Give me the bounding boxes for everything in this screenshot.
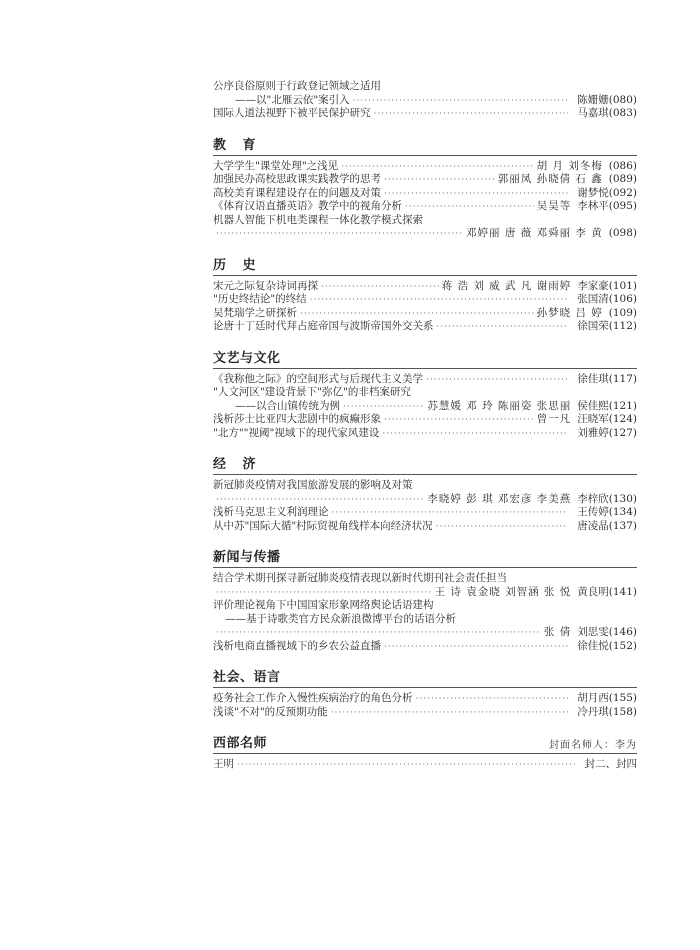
entry-title: 《我称他之际》的空间形式与后现代主义美学 (213, 372, 423, 385)
toc-line (213, 479, 637, 493)
entry-authors: 张 倩 (543, 626, 572, 638)
leader-dots (321, 281, 439, 295)
toc-line (213, 493, 637, 507)
entry-title: "人文河区"建设背景下"弥亿"的非档案研究 (213, 386, 411, 398)
leader-dots (216, 494, 424, 508)
entry-page: 徐国荣(112) (577, 320, 637, 332)
toc-line (213, 520, 637, 534)
leader-dots (216, 228, 463, 242)
entry-page: 马嘉琪(083) (577, 107, 637, 119)
entry-title: ——以合山镇传统为例 (235, 399, 340, 412)
entry-page: 徐佳悦(152) (577, 639, 637, 652)
entry-authors: 李晓婷 彭 琪 邓宏彦 李美燕 (427, 492, 572, 505)
toc-entry[interactable] (213, 160, 637, 174)
toc-entry[interactable] (213, 758, 637, 772)
leader-dots (216, 587, 432, 601)
toc-entry[interactable] (213, 599, 637, 640)
toc-line (213, 293, 637, 307)
toc-entry[interactable] (213, 80, 637, 107)
toc-line (213, 200, 637, 214)
entry-page: 刘雅婷(127) (577, 426, 637, 439)
section-title: 新闻与传播 (213, 550, 281, 565)
toc-line (213, 626, 637, 640)
toc-entry[interactable] (213, 479, 637, 506)
toc-section (213, 731, 637, 772)
toc-line (213, 506, 637, 520)
leader-dots (382, 428, 568, 442)
entry-authors: 王 诗 袁金晓 刘智涵 张 悦 (434, 585, 572, 598)
entry-title: 《体育汉语直播英语》教学中的视角分析 (213, 200, 402, 212)
toc-line (213, 586, 637, 600)
entry-authors: 邓婷丽 唐 薇 邓舜丽 李 黄 (466, 227, 603, 239)
entry-authors: 吴昊等 (536, 200, 572, 212)
toc-line (213, 613, 637, 627)
entry-page: 唐凌晶(137) (577, 519, 637, 532)
entry-title: ——基于诗歌类官方民众新浪微博平台的话语分析 (225, 612, 456, 625)
toc-entry[interactable] (213, 706, 637, 720)
entry-page: 侯佳熙(121) (577, 399, 637, 412)
toc-entry[interactable] (213, 187, 637, 201)
leader-dots (341, 161, 533, 175)
leader-dots (384, 641, 568, 655)
toc-line (213, 692, 637, 706)
toc-line (213, 386, 637, 400)
entry-title: 吴梵瑞学之研探析 (213, 306, 297, 319)
section-heading (213, 346, 637, 369)
entry-title: 浅析莎士比亚四大悲剧中的疯癫形象 (213, 413, 381, 425)
entry-page: 王传婷(134) (577, 506, 637, 518)
toc-entry[interactable] (213, 107, 637, 121)
entry-title: "历史终结论"的终结 (213, 293, 307, 305)
toc-line (213, 400, 637, 414)
toc-entry[interactable] (213, 640, 637, 654)
entry-title: 浅谈"不对"的反预期功能 (213, 705, 328, 718)
toc-entry[interactable] (213, 200, 637, 214)
leader-dots (437, 321, 569, 335)
leader-dots (237, 759, 576, 773)
section-title: 西部名师 (213, 736, 268, 751)
toc-line (213, 173, 637, 187)
toc-line (213, 280, 637, 294)
entry-authors: 曾一凡 (536, 413, 572, 425)
leader-dots (331, 707, 569, 721)
entry-title: 大学学生"课堂处理"之浅见 (213, 159, 339, 172)
toc-entry[interactable] (213, 413, 637, 427)
entry-page: 胡月西(155) (577, 692, 637, 704)
entry-page: 张国清(106) (577, 293, 637, 305)
section-note: 封面名师人：李为 (549, 740, 637, 751)
toc-entry[interactable] (213, 692, 637, 706)
section-title: 社会、语言 (213, 670, 281, 685)
entry-title: 浅析电商直播视域下的乡农公益直播 (213, 639, 381, 652)
toc-entry[interactable] (213, 506, 637, 520)
toc-line (213, 758, 637, 772)
toc-entry[interactable] (213, 293, 637, 307)
section-title: 历 史 (213, 257, 262, 273)
entry-title: 高校美育课程建设存在的问题及对策 (213, 186, 381, 199)
section-heading (213, 731, 637, 754)
section-title: 经 济 (213, 457, 262, 472)
entry-authors: 孙梦晓 吕 婷 (536, 306, 603, 319)
toc-line (213, 640, 637, 654)
toc-entry[interactable] (213, 373, 637, 387)
entry-page: (098) (608, 227, 637, 239)
section-title: 教 育 (213, 137, 262, 153)
toc-line (213, 706, 637, 720)
entry-title: 机器人智能下机电类课程一体化教学模式探索 (213, 213, 423, 226)
leader-dots (310, 294, 569, 308)
leader-dots (343, 401, 424, 415)
entry-title: 从中苏"国际大循"村际贸视角线样本向经济状况 (213, 519, 433, 532)
toc-line (213, 427, 637, 441)
toc-section (213, 665, 637, 719)
toc-line (213, 307, 637, 321)
leader-dots (436, 521, 569, 535)
toc-line (213, 107, 637, 121)
entry-title: 加强民办高校思政课实践教学的思考 (213, 173, 381, 185)
entry-title: 论唐十丁廷时代拜占庭帝国与波斯帝国外交关系 (213, 320, 434, 332)
entry-title: 宋元之际复杂诗词再探 (213, 279, 318, 292)
entry-page: 谢梦悦(092) (577, 186, 637, 199)
entry-page: 封二、封四 (584, 758, 637, 770)
entry-authors: 胡 月 刘冬梅 (536, 159, 603, 172)
toc-section (213, 346, 637, 441)
entry-page: (089) (608, 173, 637, 185)
leader-dots (426, 374, 568, 388)
section-heading (213, 452, 637, 475)
section-title: 文艺与文化 (213, 350, 281, 366)
toc-entry[interactable] (213, 386, 637, 413)
toc-section (213, 545, 637, 653)
leader-dots (384, 174, 495, 188)
leader-dots (216, 627, 541, 641)
entry-title: 国际人道法视野下被平民保护研究 (213, 107, 371, 119)
entry-title: 结合学术期刊探寻新冠肺炎疫情表现以新时代期刊社会责任担当 (213, 572, 507, 584)
toc-entry[interactable] (213, 214, 637, 241)
table-of-contents (213, 80, 637, 772)
entry-title: 新冠肺炎疫情对我国旅游发展的影响及对策 (213, 479, 413, 491)
leader-dots (384, 188, 568, 202)
section-heading (213, 545, 637, 568)
leader-dots (374, 108, 569, 122)
toc-entry[interactable] (213, 427, 637, 441)
toc-line (213, 320, 637, 334)
leader-dots (416, 693, 569, 707)
toc-entry[interactable] (213, 307, 637, 321)
leader-dots (405, 201, 534, 215)
toc-entry[interactable] (213, 320, 637, 334)
toc-section (213, 133, 637, 241)
toc-line (213, 214, 637, 228)
toc-section (213, 452, 637, 533)
entry-title: 王明 (213, 758, 234, 770)
entry-authors: 苏慧媛 邓 玲 陈丽姿 张思丽 (427, 399, 572, 412)
toc-line (213, 187, 637, 201)
entry-title: "北方""视阈"视域下的现代家风建设 (213, 426, 380, 439)
entry-title: ——以"北雁云依"案引入 (235, 93, 350, 106)
leader-dots (353, 95, 569, 109)
entry-page: 李家豪(101) (577, 279, 637, 292)
toc-section (213, 253, 637, 334)
entry-page: 陈姗姗(080) (577, 93, 637, 106)
entry-title: 疫务社会工作介入慢性疾病治疗的角色分析 (213, 692, 413, 704)
entry-page: 李梓欣(130) (577, 492, 637, 505)
entry-page: 黄良明(141) (577, 585, 637, 598)
entry-page: (086) (608, 159, 637, 172)
entry-page: 刘思雯(146) (577, 626, 637, 638)
entry-title: 公序良俗原则于行政登记领域之适用 (213, 80, 381, 92)
toc-line (213, 373, 637, 387)
entry-title: 浅析马克思主义利润理论 (213, 506, 329, 518)
section-heading (213, 133, 637, 156)
toc-line (213, 160, 637, 174)
entry-page: 李林平(095) (577, 200, 637, 212)
entry-page: 徐佳琪(117) (577, 372, 637, 385)
leader-dots (300, 308, 534, 322)
toc-entry[interactable] (213, 280, 637, 294)
section-heading (213, 665, 637, 688)
toc-line (213, 413, 637, 427)
entry-authors: 郭丽凤 孙晓倩 石 鑫 (497, 173, 603, 185)
toc-line (213, 572, 637, 586)
entry-title: 评价理论视角下中国国家形象网络舆论话语建构 (213, 599, 434, 611)
entry-page: 冷丹琪(158) (577, 705, 637, 718)
entry-authors: 蒋 浩 刘 威 武 凡 谢雨婷 (441, 279, 572, 292)
toc-line (213, 80, 637, 94)
preface-block (213, 80, 637, 121)
toc-entry[interactable] (213, 572, 637, 599)
toc-line (213, 599, 637, 613)
leader-dots (332, 507, 569, 521)
section-heading (213, 253, 637, 276)
entry-page: 汪晓军(124) (577, 413, 637, 425)
toc-entry[interactable] (213, 173, 637, 187)
leader-dots (384, 414, 534, 428)
toc-line (213, 227, 637, 241)
toc-line (213, 94, 637, 108)
entry-page: (109) (608, 306, 637, 319)
toc-entry[interactable] (213, 520, 637, 534)
